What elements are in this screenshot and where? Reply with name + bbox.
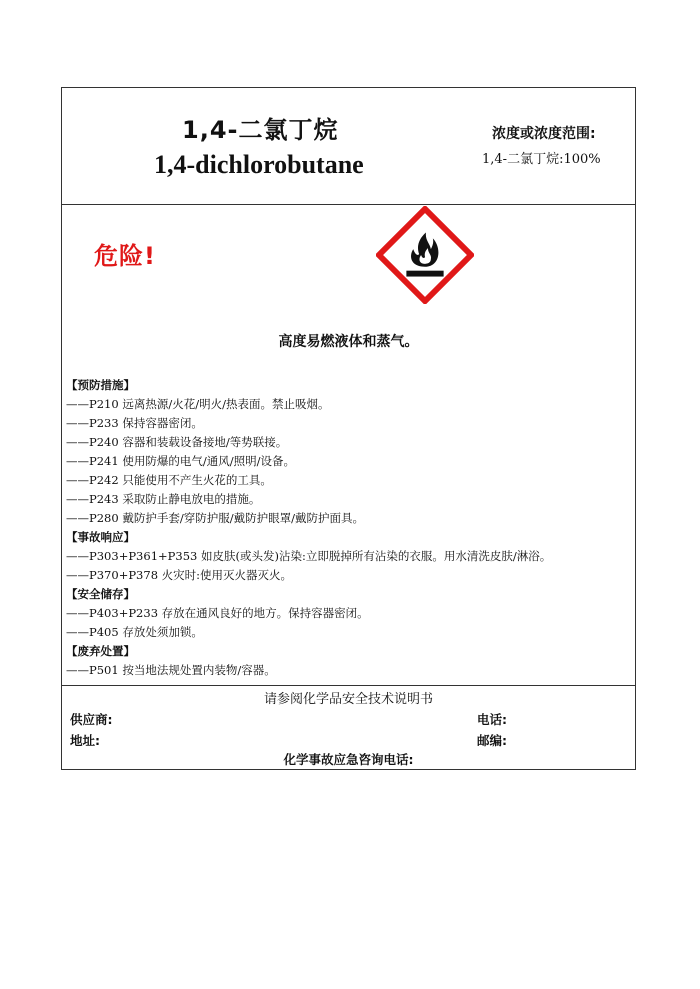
ghs-label (61, 87, 636, 770)
statement: ——P241 使用防爆的电气/通风/照明/设备。 (66, 454, 295, 468)
postcode-label: 邮编: (477, 733, 507, 748)
see-sds-note: 请参阅化学品安全技术说明书 (263, 692, 433, 707)
statement: ——P501 按当地法规处置内装物/容器。 (66, 663, 276, 677)
signal-word: 危险! (94, 242, 156, 270)
section-title: 【安全储存】 (66, 587, 135, 601)
statement: ——P370+P378 火灾时:使用灭火器灭火。 (66, 568, 293, 582)
statement: ——P210 远离热源/火花/明火/热表面。禁止吸烟。 (66, 397, 330, 411)
phone-label: 电话: (477, 712, 507, 727)
statement: ——P243 采取防止静电放电的措施。 (66, 492, 261, 506)
emergency-phone-label: 化学事故应急咨询电话: (283, 752, 414, 767)
concentration-value: 1,4-二氯丁烷:100% (482, 152, 601, 167)
statement: ——P403+P233 存放在通风良好的地方。保持容器密闭。 (66, 606, 369, 620)
supplier-label: 供应商: (70, 712, 113, 727)
statement: ——P240 容器和装载设备接地/等势联接。 (66, 435, 288, 449)
product-name-chinese: 1,4-二氯丁烷 (182, 116, 339, 144)
statement: ——P405 存放处须加锁。 (66, 625, 203, 639)
label-header (62, 88, 635, 205)
product-name-english: 1,4-dichlorobutane (154, 150, 364, 179)
statement: ——P280 戴防护手套/穿防护服/戴防护眼罩/戴防护面具。 (66, 511, 364, 525)
concentration-title: 浓度或浓度范围: (492, 126, 596, 142)
address-label: 地址: (70, 733, 100, 748)
statement: ——P303+P361+P353 如皮肤(或头发)沾染:立即脱掉所有沾染的衣服。用水清洗皮肤/淋浴。 (66, 549, 552, 563)
statement: ——P233 保持容器密闭。 (66, 416, 203, 430)
section-title: 【事故响应】 (66, 530, 135, 544)
precautionary-statements (66, 376, 631, 680)
label-footer (62, 685, 635, 770)
section-title: 【废弃处置】 (66, 644, 135, 658)
statement: ——P242 只能使用不产生火花的工具。 (66, 473, 272, 487)
flame-icon (376, 206, 474, 304)
hazard-statement: 高度易燃液体和蒸气。 (278, 334, 419, 350)
section-title: 【预防措施】 (66, 378, 135, 392)
